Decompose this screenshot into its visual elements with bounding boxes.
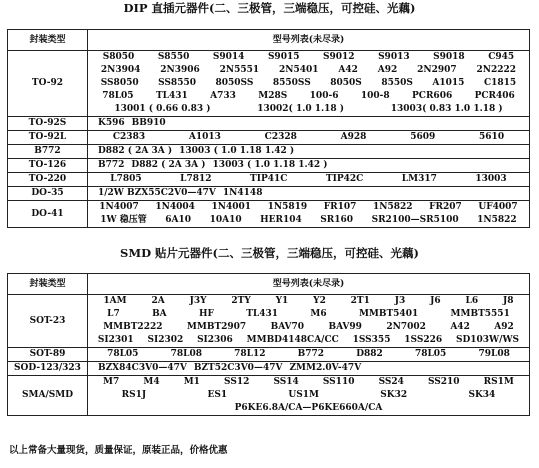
- part-number: Y1: [275, 296, 289, 306]
- part-number: ZMM2.0V-47V: [289, 363, 362, 373]
- part-number: RS1J: [121, 390, 147, 400]
- part-number: MMBT5401: [358, 309, 419, 319]
- part-number: SS110: [322, 377, 355, 387]
- stock-note: 以上常备大量现货，质量保证，原装正品，价格优惠: [9, 445, 228, 456]
- model-line: [88, 90, 529, 103]
- part-number: SI2301: [97, 335, 134, 345]
- part-number: 13003 ( 1.0 1.18 1.42 ): [179, 146, 295, 156]
- table-header-row: [8, 30, 530, 51]
- part-number: SS12: [224, 377, 250, 387]
- part-number: SS24: [378, 377, 404, 387]
- model-list-cell: [88, 295, 530, 348]
- model-line: [88, 295, 529, 308]
- part-number: RS1M: [483, 377, 514, 387]
- part-number: D882: [356, 349, 383, 359]
- package-type-header: 封装类型: [8, 274, 88, 295]
- part-number: 8050S: [330, 78, 362, 88]
- package-type-cell: SOD-123/323: [8, 362, 88, 376]
- part-number: L7805: [110, 174, 142, 184]
- table-row: [8, 376, 530, 416]
- model-list-header: 型号列表(未尽录): [88, 274, 530, 295]
- model-line: [88, 159, 529, 172]
- part-number: M7: [103, 377, 120, 387]
- part-number: 2N7002: [386, 322, 426, 332]
- part-number: 78L05: [107, 349, 139, 359]
- part-number: B772: [297, 349, 325, 359]
- part-number: SD103W/WS: [455, 335, 520, 345]
- part-number: 13002( 1.0 1.18 ): [257, 104, 345, 114]
- package-type-header: 封装类型: [8, 30, 88, 51]
- part-number: TIP41C: [250, 174, 288, 184]
- part-number: 2N3906: [160, 65, 200, 75]
- model-line: [88, 77, 529, 90]
- part-number: A92: [377, 65, 398, 75]
- part-number: A1013: [188, 132, 221, 142]
- part-number: FR207: [429, 202, 462, 212]
- model-line: [88, 173, 529, 186]
- model-list-cell: [88, 201, 530, 228]
- part-number: A42: [450, 322, 470, 332]
- part-number: 13003( 0.83 1.0 1.18 ): [390, 104, 503, 114]
- part-number: 78L08: [170, 349, 202, 359]
- part-number: M28S: [258, 91, 288, 101]
- package-type-cell: SMA/SMD: [8, 376, 88, 416]
- dip-section-title: DIP 直插元器件(二、三极管，三端稳压，可控硅、光藕): [123, 1, 416, 15]
- part-number: S9012: [323, 52, 355, 62]
- part-number: L6: [465, 296, 479, 306]
- part-number: 1SS226: [404, 335, 443, 345]
- model-line: [88, 334, 529, 347]
- part-number: MMBT2907: [186, 322, 247, 332]
- smd-parts-table: [7, 273, 530, 416]
- model-list-cell: [88, 348, 530, 362]
- smd-section-title: SMD 贴片元器件(二、三极管，三端稳压，可控硅、光藕): [120, 246, 419, 260]
- part-number: TIP42C: [325, 174, 364, 184]
- model-line: [88, 117, 529, 130]
- part-number: B772: [98, 160, 125, 170]
- part-number: MMBT2222: [103, 322, 163, 332]
- model-line: [88, 348, 529, 361]
- part-number: SI2302: [147, 335, 184, 345]
- part-number: J6: [430, 296, 441, 306]
- part-number: L7: [107, 309, 120, 319]
- part-number: S9015: [267, 52, 300, 62]
- model-list-cell: [88, 131, 530, 145]
- part-number: 2N2222: [476, 65, 517, 75]
- package-type-cell: DO-35: [8, 187, 88, 201]
- part-number: UF4007: [478, 202, 518, 212]
- part-number: 100-6: [309, 91, 339, 101]
- part-number: D882 ( 2A 3A ): [131, 160, 206, 170]
- table-row: [8, 348, 530, 362]
- part-number: 6A10: [165, 215, 192, 225]
- part-number: 78L05: [414, 349, 447, 359]
- table-row: [8, 173, 530, 187]
- table-row: [8, 295, 530, 348]
- part-number: MMBT5551: [450, 309, 510, 319]
- model-list-cell: [88, 187, 530, 201]
- package-type-cell: DO-41: [8, 201, 88, 228]
- part-number: 13003 ( 1.0 1.18 1.42 ): [212, 160, 328, 170]
- part-number: A42: [338, 65, 358, 75]
- part-number: SS14: [273, 377, 299, 387]
- part-number: 1N4004: [155, 202, 195, 212]
- part-number: M6: [310, 309, 327, 319]
- part-number: M4: [143, 377, 160, 387]
- part-number: BB910: [131, 118, 166, 128]
- part-number: 13001 ( 0.66 0.83 ): [114, 104, 211, 114]
- package-type-cell: TO-220: [8, 173, 88, 187]
- model-line: [88, 51, 529, 64]
- part-number: BAV70: [270, 322, 305, 332]
- part-number: C2328: [264, 132, 297, 142]
- part-number: 5610: [479, 132, 505, 142]
- part-number: 1N4007: [99, 202, 139, 212]
- part-number: MMBD4148CA/CC: [246, 335, 339, 345]
- part-number: SS8550: [158, 78, 196, 88]
- part-number: SR2100—SR5100: [371, 215, 459, 225]
- model-list-cell: [88, 362, 530, 376]
- model-line: [88, 321, 529, 334]
- part-number: 1W 稳压管: [100, 215, 147, 225]
- part-number: 8050SS: [215, 78, 254, 88]
- table-row: [8, 145, 530, 159]
- model-list-cell: [88, 159, 530, 173]
- model-line: [88, 201, 529, 214]
- part-number: 1SS355: [352, 335, 391, 345]
- part-number: Y2: [313, 296, 326, 306]
- part-number: A92: [494, 322, 514, 332]
- part-number: S8550: [157, 52, 190, 62]
- part-number: 1N4148: [222, 188, 263, 198]
- part-number: SS210: [427, 377, 460, 387]
- part-number: BA: [152, 309, 167, 319]
- package-type-cell: SOT-23: [8, 295, 88, 348]
- package-type-cell: TO-126: [8, 159, 88, 173]
- model-line: [88, 103, 529, 116]
- smd-table-body: [8, 295, 530, 416]
- part-number: 1N5822: [373, 202, 413, 212]
- part-number: SS8050: [100, 78, 139, 88]
- part-number: S8050: [102, 52, 135, 62]
- part-number: A733: [210, 91, 236, 101]
- part-number: S9018: [433, 52, 465, 62]
- model-line: [88, 145, 529, 158]
- part-number: 2N2907: [417, 65, 457, 75]
- part-number: BAV99: [328, 322, 362, 332]
- table-header-row: [8, 274, 530, 295]
- part-number: 78L12: [234, 349, 266, 359]
- part-number: 78L05: [102, 91, 134, 101]
- model-line: [88, 376, 529, 389]
- part-number: HF: [199, 309, 214, 319]
- model-list-cell: [88, 51, 530, 117]
- part-number: A1015: [432, 78, 465, 88]
- part-number: 1N5822: [477, 215, 517, 225]
- part-number: C1815: [483, 78, 517, 88]
- part-number: S9014: [212, 52, 245, 62]
- part-number: SK34: [468, 390, 496, 400]
- dip-parts-table: [7, 29, 530, 228]
- model-line: [88, 389, 529, 402]
- table-row: [8, 51, 530, 117]
- part-number: P6KE6.8A/CA—P6KE660A/CA: [234, 403, 383, 413]
- model-line: [88, 308, 529, 321]
- table-row: [8, 131, 530, 145]
- part-number: PCR606: [412, 91, 453, 101]
- part-number: J3Y: [189, 296, 207, 306]
- part-number: 2N5401: [279, 65, 319, 75]
- part-number: ES1: [207, 390, 228, 400]
- part-number: J8: [502, 296, 514, 306]
- part-number: TL431: [246, 309, 279, 319]
- part-number: C945: [488, 52, 515, 62]
- part-number: 8550SS: [272, 78, 311, 88]
- part-number: US1M: [288, 390, 319, 400]
- part-number: 2N3904: [100, 65, 141, 75]
- package-type-cell: TO-92L: [8, 131, 88, 145]
- table-row: [8, 159, 530, 173]
- part-number: C2383: [112, 132, 146, 142]
- part-number: 2N5551: [219, 65, 260, 75]
- package-type-cell: TO-92S: [8, 117, 88, 131]
- part-number: S9013: [378, 52, 410, 62]
- part-number: K596: [98, 118, 125, 128]
- part-number: LM317: [401, 174, 437, 184]
- part-number: BZX84C3V0—47V: [98, 363, 187, 373]
- part-number: FR107: [323, 202, 357, 212]
- table-row: [8, 117, 530, 131]
- part-number: 10A10: [209, 215, 242, 225]
- model-list-cell: [88, 376, 530, 416]
- dip-table-body: [8, 51, 530, 228]
- model-list-cell: [88, 117, 530, 131]
- part-number: M1: [183, 377, 200, 387]
- package-type-cell: TO-92: [8, 51, 88, 117]
- part-number: 100-8: [360, 91, 390, 101]
- table-row: [8, 187, 530, 201]
- model-line: [88, 131, 529, 144]
- model-line: [88, 187, 529, 200]
- part-number: SK32: [380, 390, 408, 400]
- part-number: SI2306: [197, 335, 233, 345]
- part-number: 1N4001: [211, 202, 252, 212]
- model-list-cell: [88, 145, 530, 159]
- model-line: [88, 214, 529, 227]
- part-number: D882 ( 2A 3A ): [98, 146, 173, 156]
- part-number: 2T1: [350, 296, 370, 306]
- part-number: SR160: [320, 215, 354, 225]
- part-number: PCR406: [474, 91, 515, 101]
- part-number: L7812: [180, 174, 212, 184]
- table-row: [8, 362, 530, 376]
- part-number: 5609: [410, 132, 436, 142]
- part-number: BZT52C3V0—47V: [193, 363, 283, 373]
- part-number: 13003: [475, 174, 507, 184]
- part-number: 2A: [151, 296, 165, 306]
- part-number: 79L08: [478, 349, 510, 359]
- part-number: J3: [394, 296, 406, 306]
- part-number: A928: [340, 132, 367, 142]
- part-number: 1AM: [103, 296, 127, 306]
- part-number: TL431: [155, 91, 188, 101]
- package-type-cell: SOT-89: [8, 348, 88, 362]
- model-list-header: 型号列表(未尽录): [88, 30, 530, 51]
- model-list-cell: [88, 173, 530, 187]
- model-line: [88, 402, 529, 415]
- part-number: HER104: [260, 215, 302, 225]
- part-number: 1N5819: [267, 202, 308, 212]
- model-line: [88, 362, 529, 375]
- model-line: [88, 64, 529, 77]
- table-row: [8, 201, 530, 228]
- part-number: 2TY: [231, 296, 251, 306]
- part-number: 8550S: [381, 78, 413, 88]
- package-type-cell: B772: [8, 145, 88, 159]
- part-number: 1/2W BZX55C2V0—47V: [98, 188, 216, 198]
